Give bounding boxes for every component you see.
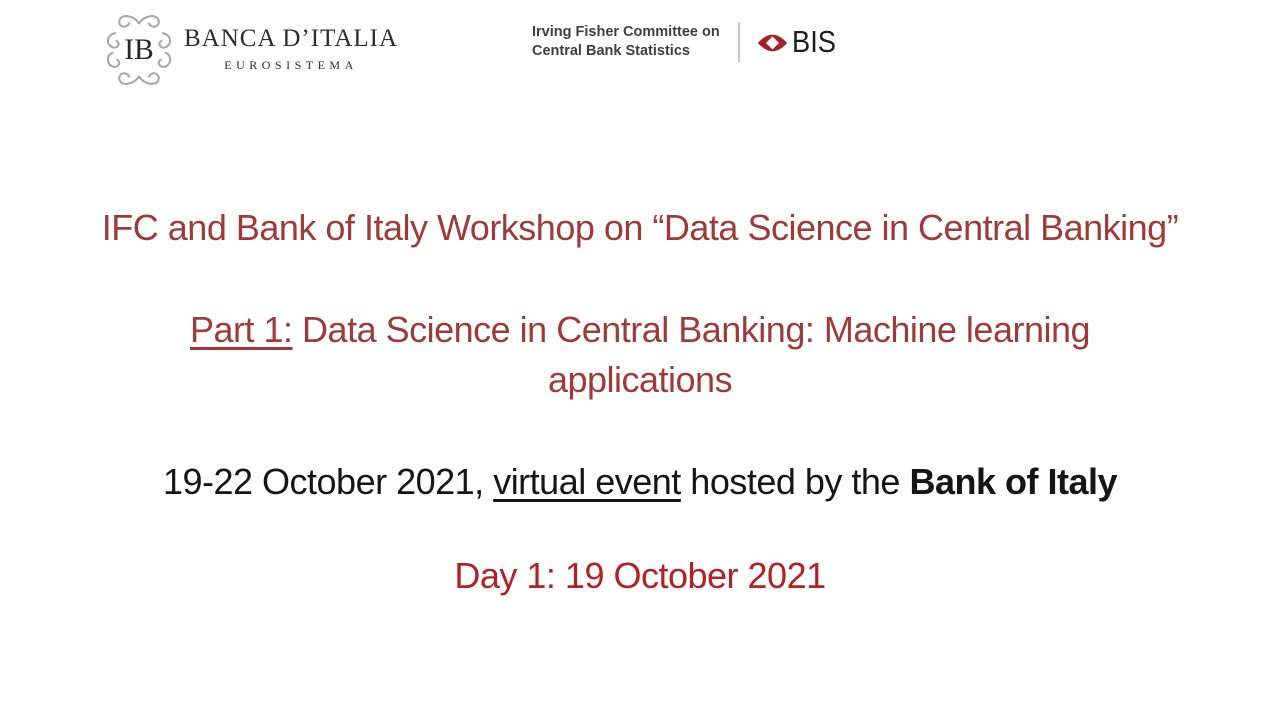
banca-ditalia-name: BANCA D’ITALIA [184,25,399,52]
event-date-line [0,461,1280,503]
event-date-text: 19-22 October 2021, [162,461,494,502]
ifc-line-2: Central Bank Statistics [532,43,690,59]
day-line: Day 1: 19 October 2021 [454,555,826,596]
banca-ditalia-emblem-icon [104,12,174,88]
banca-ditalia-subtitle: EUROSISTEMA [224,58,358,72]
banca-ditalia-monogram: IB [124,34,154,67]
bis-label: BIS [791,24,836,59]
ifc-wordmark [532,23,720,61]
workshop-title: IFC and Bank of Italy Workshop on “Data Science in Central Banking” [101,207,1179,248]
event-host-text: hosted by the [680,461,910,502]
logo-divider [738,22,740,62]
banca-ditalia-wordmark [184,12,398,73]
part-subtitle-text: Data Science in Central Banking: Machine learning applications [292,309,1091,400]
banca-ditalia-logo [104,12,398,88]
part-subtitle [95,305,1185,405]
part-label: Part 1: [189,309,293,350]
bis-logo [756,24,842,60]
virtual-event-text: virtual event [493,461,681,502]
host-name-text: Bank of Italy [909,461,1118,502]
ifc-line-1: Irving Fisher Committee on [532,24,720,41]
bis-lens-icon [756,32,789,54]
ifc-bis-logo [532,22,842,62]
